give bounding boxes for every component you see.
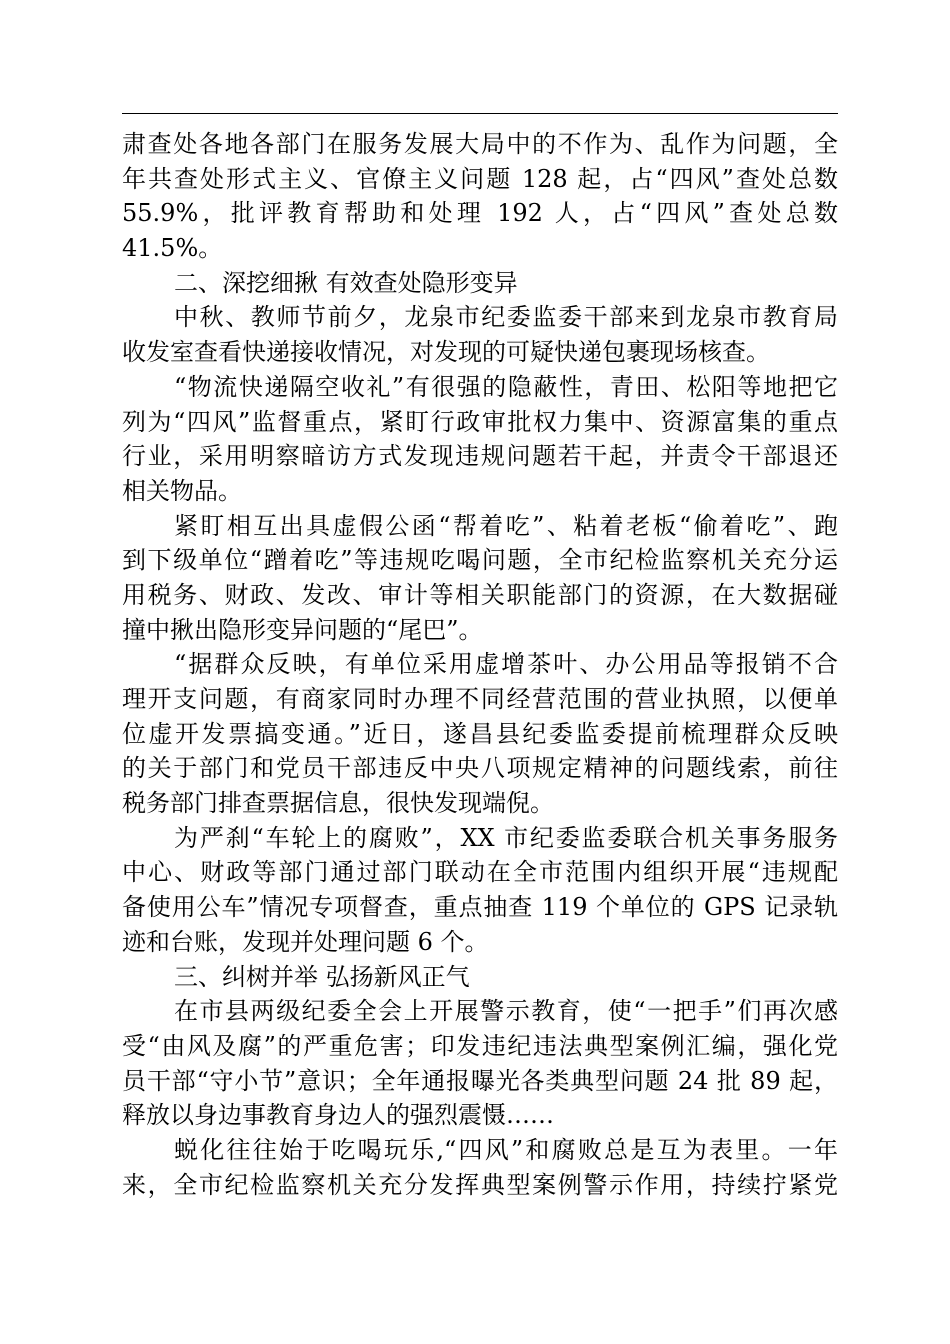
text-line: 41.5%。 — [122, 234, 223, 263]
text-line: 蜕化往往始于吃喝玩乐,“四风”和腐败总是互为表里。一年 — [174, 1135, 838, 1164]
text-line: 员干部“守小节”意识；全年通报曝光各类典型问题 24 批 89 起， — [122, 1066, 838, 1095]
text-line: 收发室查看快递接收情况，对发现的可疑快递包裹现场核查。 — [122, 338, 770, 367]
text-line: 理开支问题，有商家同时办理不同经营范围的营业执照，以便单 — [122, 685, 838, 713]
text-line: 相关物品。 — [122, 476, 242, 505]
text-line: 释放以身边事教育身边人的强烈震慑…… — [122, 1101, 554, 1130]
text-line: 位虚开发票搞变通。”近日，遂昌县纪委监委提前梳理群众反映 — [122, 719, 838, 748]
text-line: 行业，采用明察暗访方式发现违规问题若干起，并责令干部退还 — [122, 442, 838, 471]
text-line: 撞中揪出隐形变异问题的“尾巴”。 — [122, 615, 483, 644]
section-heading — [122, 960, 838, 995]
text-line: 受“由风及腐”的严重危害；印发违纪违法典型案例汇编，强化党 — [122, 1031, 838, 1060]
paragraph — [122, 300, 838, 369]
header-rule — [122, 113, 838, 114]
text-line: 为严刹“车轮上的腐败”，XX 市纪委监委联合机关事务服务 — [174, 823, 838, 852]
text-line: 年共查处形式主义、官僚主义问题 128 起，占“四风”查处总数 — [122, 164, 838, 193]
text-line: 迹和台账，发现并处理问题 6 个。 — [122, 927, 489, 956]
text-line: 肃查处各地各部门在服务发展大局中的不作为、乱作为问题，全 — [122, 130, 838, 158]
paragraph — [122, 1133, 838, 1202]
text-line: 中秋、教师节前夕，龙泉市纪委监委干部来到龙泉市教育局 — [174, 303, 838, 332]
text-line: 三、纠树并举 弘扬新风正气 — [174, 962, 470, 991]
text-line: 二、深挖细揪 有效查处隐形变异 — [174, 268, 518, 297]
text-line: 税务部门排查票据信息，很快发现端倪。 — [122, 789, 554, 818]
text-line: “据群众反映，有单位采用虚增茶叶、办公用品等报销不合 — [174, 650, 838, 679]
text-line: 紧盯相互出具虚假公函“帮着吃”、粘着老板“偷着吃”、跑 — [174, 511, 838, 540]
text-line: 用税务、财政、发改、审计等相关职能部门的资源，在大数据碰 — [122, 580, 838, 609]
document-body — [122, 127, 838, 1202]
section-heading — [122, 266, 838, 301]
paragraph — [122, 994, 838, 1133]
paragraph — [122, 127, 838, 266]
text-line: 备使用公车”情况专项督查，重点抽查 119 个单位的 GPS 记录轨 — [122, 893, 838, 922]
text-line: 列为“四风”监督重点，紧盯行政审批权力集中、资源富集的重点 — [122, 407, 838, 436]
paragraph — [122, 509, 838, 648]
paragraph — [122, 821, 838, 960]
text-line: 的关于部门和党员干部违反中央八项规定精神的问题线索，前往 — [122, 754, 838, 783]
text-line: 到下级单位“蹭着吃”等违规吃喝问题，全市纪检监察机关充分运 — [122, 546, 838, 575]
paragraph — [122, 370, 838, 509]
text-line: “物流快递隔空收礼”有很强的隐蔽性，青田、松阳等地把它 — [174, 372, 838, 401]
text-line: 55.9%，批评教育帮助和处理 192 人，占“四风”查处总数 — [122, 199, 838, 228]
paragraph — [122, 647, 838, 820]
text-line: 中心、财政等部门通过部门联动在全市范围内组织开展“违规配 — [122, 858, 838, 887]
text-line: 在市县两级纪委全会上开展警示教育，使“一把手”们再次感 — [174, 997, 838, 1026]
text-line: 来，全市纪检监察机关充分发挥典型案例警示作用，持续拧紧党 — [122, 1170, 838, 1199]
